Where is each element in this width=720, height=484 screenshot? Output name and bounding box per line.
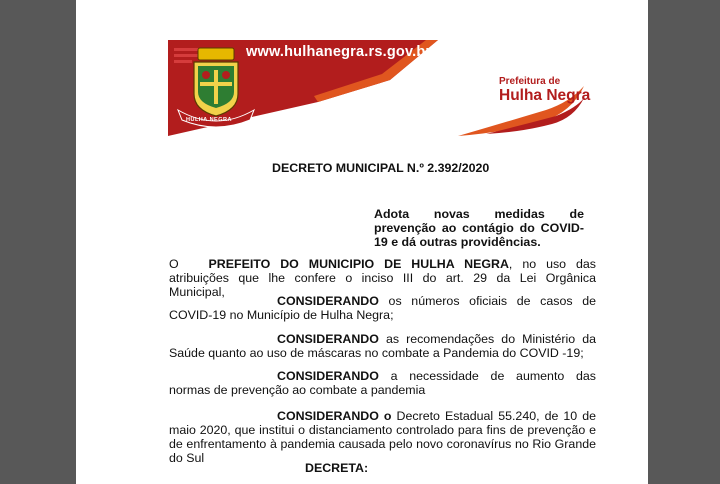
- logo-city-name: Hulha Negra: [499, 87, 591, 104]
- logo-prefeitura-label: Prefeitura de: [499, 76, 561, 87]
- decree-heading: DECRETA:: [305, 461, 369, 475]
- crest-ribbon-text: HULHA NEGRA: [186, 117, 232, 123]
- decree-summary: Adota novas medidas de prevenção ao contágio do COVID-19 e dá outras providências.: [374, 207, 584, 249]
- document-page: [76, 0, 648, 484]
- paragraph-considering-1: CONSIDERANDO os números oficiais de casos de COVID-19 no Município de Hulha Negra;: [169, 294, 596, 322]
- paragraph-considering-4: CONSIDERANDO o Decreto Estadual 55.240, de 10 de maio 2020, que institui o distanciamento controlado para fins de prevenção e de enfrentamento à pandemia causada pelo novo coronavírus no Rio Grande do Sul: [169, 409, 596, 465]
- paragraph-considering-2: CONSIDERANDO as recomendações do Ministério da Saúde quanto ao uso de máscaras no combate a Pandemia do COVID -19;: [169, 332, 596, 360]
- paragraph-considering-3: CONSIDERANDO a necessidade de aumento das normas de prevenção ao combate a pandemia: [169, 369, 596, 397]
- decree-title: DECRETO MUNICIPAL N.º 2.392/2020: [272, 161, 490, 175]
- paragraph-preamble: O PREFEITO DO MUNICIPIO DE HULHA NEGRA, no uso das atribuições que lhe confere o inciso III do art. 29 da Lei Orgânica Municipal,: [169, 257, 596, 299]
- mayor-title: PREFEITO DO MUNICIPIO DE HULHA NEGRA: [208, 257, 509, 271]
- website-url: www.hulhanegra.rs.gov.br: [246, 44, 432, 60]
